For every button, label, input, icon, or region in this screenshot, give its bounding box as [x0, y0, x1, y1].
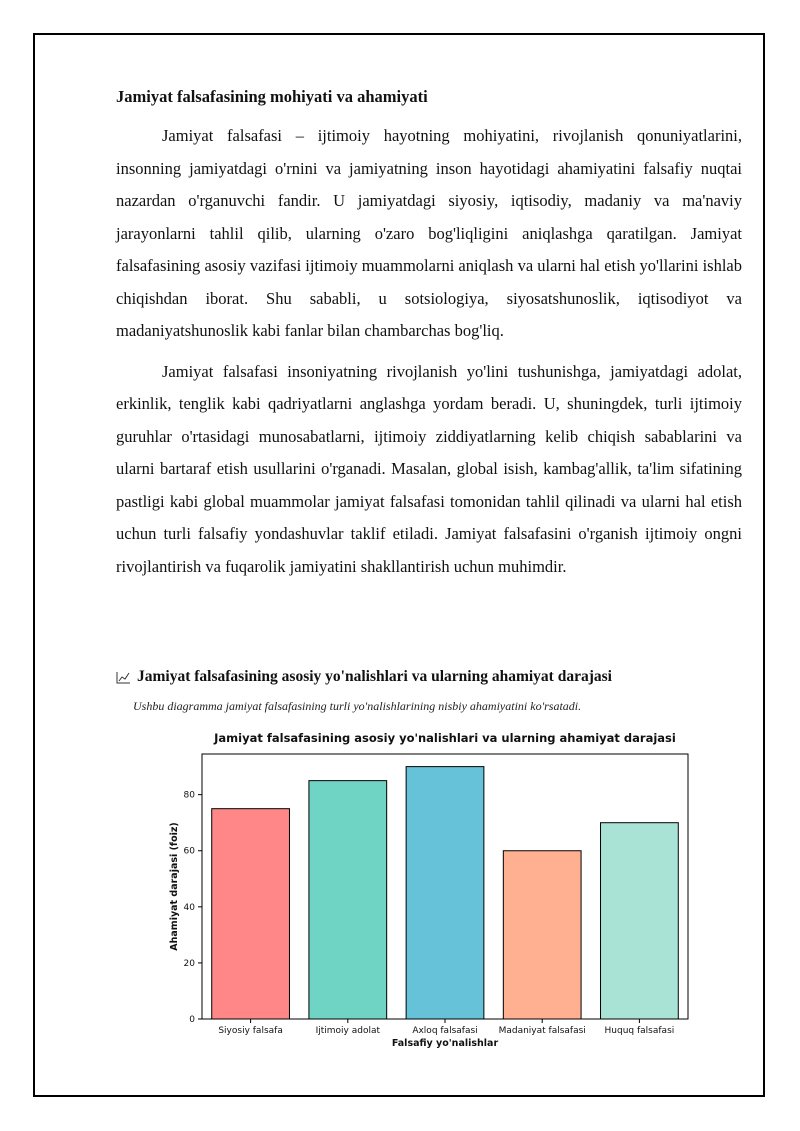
x-tick-label: Madaniyat falsafasi [498, 1026, 586, 1036]
bar [601, 823, 679, 1019]
y-tick-label: 60 [183, 846, 195, 857]
x-tick-label: Huquq falsafasi [604, 1026, 675, 1036]
document-title: Jamiyat falsafasining mohiyati va ahamiyati [116, 87, 428, 106]
chart-increasing-icon [116, 671, 131, 684]
x-tick-label: Axloq falsafasi [412, 1026, 478, 1036]
x-tick-label: Siyosiy falsafa [218, 1026, 283, 1036]
bar [406, 767, 484, 1019]
bar [503, 851, 581, 1019]
bar [309, 781, 387, 1019]
y-axis-label: Ahamiyat darajasi (foiz) [169, 822, 180, 951]
x-axis-label: Falsafiy yo'nalishlar [391, 1038, 499, 1049]
y-tick-label: 40 [183, 902, 195, 913]
y-tick-label: 0 [189, 1015, 195, 1025]
bar [212, 809, 290, 1019]
paragraph: Jamiyat falsafasi – ijtimoiy hayotning mohiyatini, rivojlanish qonuniyatlarini, insonning jamiyatdagi o'rnini va jamiyatning inson hayotidagi ahamiyatini falsafiy nuqtai nazardan o'rganuvchi fandir. U jamiyatdagi siyosiy, iqtisodiy, madaniy va ma'naviy jarayonlarni tahlil qilib, ularning o'zaro bog'liqligini aniqlashga qaratilgan. Jamiyat falsafasining asosiy vazifasi ijtimoiy muammolarni aniqlash va ularni hal etish yo'llarini ishlab chiqishdan iborat. Shu sababli, u sotsiologiya, siyosatshunoslik, iqtisodiyot va madaniyatshunoslik kabi fanlar bilan chambarchas bog'liq. [116, 126, 742, 340]
figure-heading [116, 668, 612, 686]
figure-caption: Ushbu diagramma jamiyat falsafasining turli yo'nalishlarining nisbiy ahamiyatini ko'rsatadi. [133, 699, 582, 713]
document-body [116, 86, 742, 591]
chart-title: Jamiyat falsafasining asosiy yo'nalishlari va ularning ahamiyat darajasi [214, 731, 676, 745]
bar-chart [160, 722, 700, 1052]
y-tick-label: 80 [183, 790, 195, 801]
x-tick-label: Ijtimoiy adolat [315, 1026, 381, 1036]
figure-title: Jamiyat falsafasining asosiy yo'nalishlari va ularning ahamiyat darajasi [137, 668, 612, 685]
paragraph: Jamiyat falsafasi insoniyatning rivojlanish yo'lini tushunishga, jamiyatdagi adolat, erkinlik, tenglik kabi qadriyatlarni anglashga yordam beradi. U, shuningdek, turli ijtimoiy guruhlar o'rtasidagi munosabatlarni, ijtimoiy ziddiyatlarning kelib chiqish sabablarini va ularni bartaraf etish usullarini o'rganadi. Masalan, global isish, kambag'allik, ta'lim sifatining pastligi kabi global muammolar jamiyat falsafasi tomonidan tahlil qilinadi va ularni hal etish uchun turli falsafiy yondashuvlar taklif etiladi. Jamiyat falsafasini o'rganish ijtimoiy ongni rivojlantirish va fuqarolik jamiyatini shakllantirish uchun muhimdir. [116, 361, 742, 576]
y-tick-label: 20 [183, 958, 195, 969]
